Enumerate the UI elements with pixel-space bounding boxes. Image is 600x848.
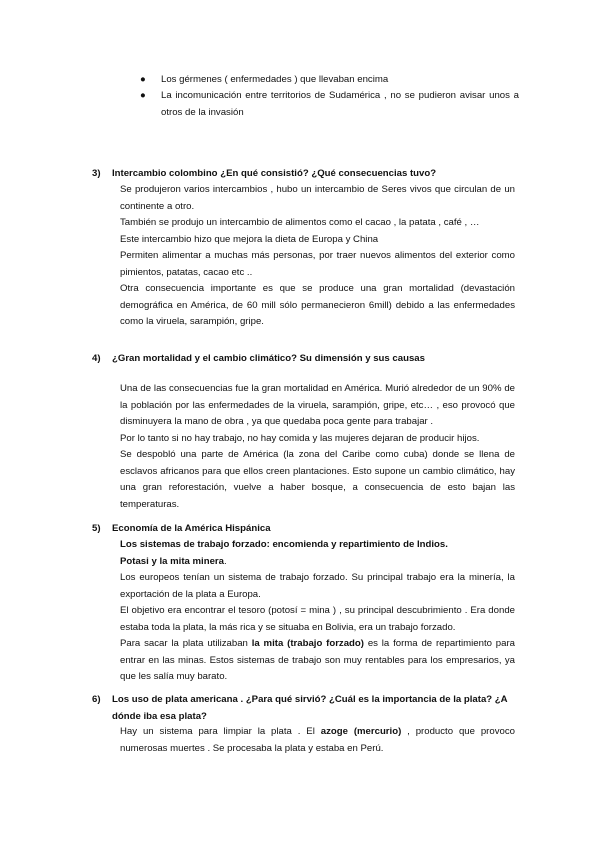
subheading-line <box>120 554 515 571</box>
section-number: 3) <box>92 168 101 179</box>
section-body <box>120 381 515 513</box>
section-title: Economía de la América Hispánica <box>112 523 271 534</box>
bullet-icon: ● <box>140 74 146 85</box>
paragraph: Permiten alimentar a muchas más personas, por traer nuevos alimentos del exterior como pimientos, patatas, cacao etc .. <box>120 250 515 278</box>
section-body <box>120 182 515 331</box>
paragraph <box>120 724 515 757</box>
paragraph-text: es la forma de repartimiento para entrar en las minas. Estos sistemas de trabajo son muy rentables para los empresarios, ya que les salía muy barato. <box>120 638 515 682</box>
emphasis-text: la mita (trabajo forzado) <box>251 638 364 649</box>
section-number: 4) <box>92 353 101 364</box>
section-body <box>120 537 515 686</box>
section-title: Intercambio colombino ¿En qué consistió? ¿Qué consecuencias tuvo? <box>112 168 437 179</box>
section-number: 6) <box>92 694 101 705</box>
subheading-tail: . <box>223 555 227 567</box>
paragraph-text: Hay un sistema para limpiar la plata . El <box>120 726 321 737</box>
bullet-text: La incomunicación entre territorios de Sudamérica , no se pudieron avisar unos a otros de la invasión <box>161 90 519 118</box>
paragraph: Una de las consecuencias fue la gran mortalidad en América. Murió alrededor de un 90% de la población por las enfermedades de la viruela, sarampión, gripe, etc… , eso provocó que disminuyera la mano de obra , ya que quedaba poca gente para trabajar . <box>120 383 515 427</box>
subheading: Los sistemas de trabajo forzado: encomienda y repartimiento de Indios. <box>120 539 448 550</box>
bullet-icon: ● <box>140 90 146 101</box>
paragraph <box>120 636 515 686</box>
paragraph-text: , producto que provoco numerosas muertes . Se procesaba la plata y estaba en Perú. <box>120 726 515 754</box>
paragraph: El objetivo era encontrar el tesoro (potosí = mina ) , su principal descubrimiento . Era donde estaba toda la plata, la más rica y se situaba en Bolivia, era un trabajo forzado. <box>120 605 515 633</box>
section-title: Los uso de plata americana . ¿Para qué sirvió? ¿Cuál es la importancia de la plata? ¿A dónde iba esa plata? <box>112 694 508 722</box>
paragraph: También se produjo un intercambio de alimentos como el cacao , la patata , café , … <box>120 217 480 228</box>
subheading: Potasi y la mita minera <box>120 555 224 567</box>
section-body <box>120 724 515 757</box>
paragraph: Se despobló una parte de América (la zona del Caribe como cuba) donde se llena de esclavos africanos para que ellos creen plantaciones. Esto supone un cambio climático, hay una gran reforestación, vuelve a haber bosque, a consecuencia de esto bajan las temperaturas. <box>120 449 515 510</box>
paragraph: Este intercambio hizo que mejora la dieta de Europa y China <box>120 233 379 245</box>
section-title: ¿Gran mortalidad y el cambio climático? Su dimensión y sus causas <box>112 353 425 364</box>
paragraph: Por lo tanto si no hay trabajo, no hay comida y las mujeres dejaran de producir hijos. <box>120 432 480 444</box>
paragraph-text: Para sacar la plata utilizaban <box>120 638 252 649</box>
emphasis-text: azoge (mercurio) <box>320 726 402 737</box>
paragraph: Otra consecuencia importante es que se produce una gran mortalidad (devastación demográfica en América, de 60 mill sólo permanecieron 6mill) debido a las enfermedades como la viruela, sarampión, gripe. <box>120 283 515 327</box>
paragraph: Se produjeron varios intercambios , hubo un intercambio de Seres vivos que circulan de un continente a otro. <box>120 184 515 212</box>
paragraph: Los europeos tenían un sistema de trabajo forzado. Su principal trabajo era la minería, la exportación de la plata a Europa. <box>120 572 515 600</box>
section-number: 5) <box>92 523 101 534</box>
bullet-text: Los gérmenes ( enfermedades ) que llevaban encima <box>161 74 389 85</box>
